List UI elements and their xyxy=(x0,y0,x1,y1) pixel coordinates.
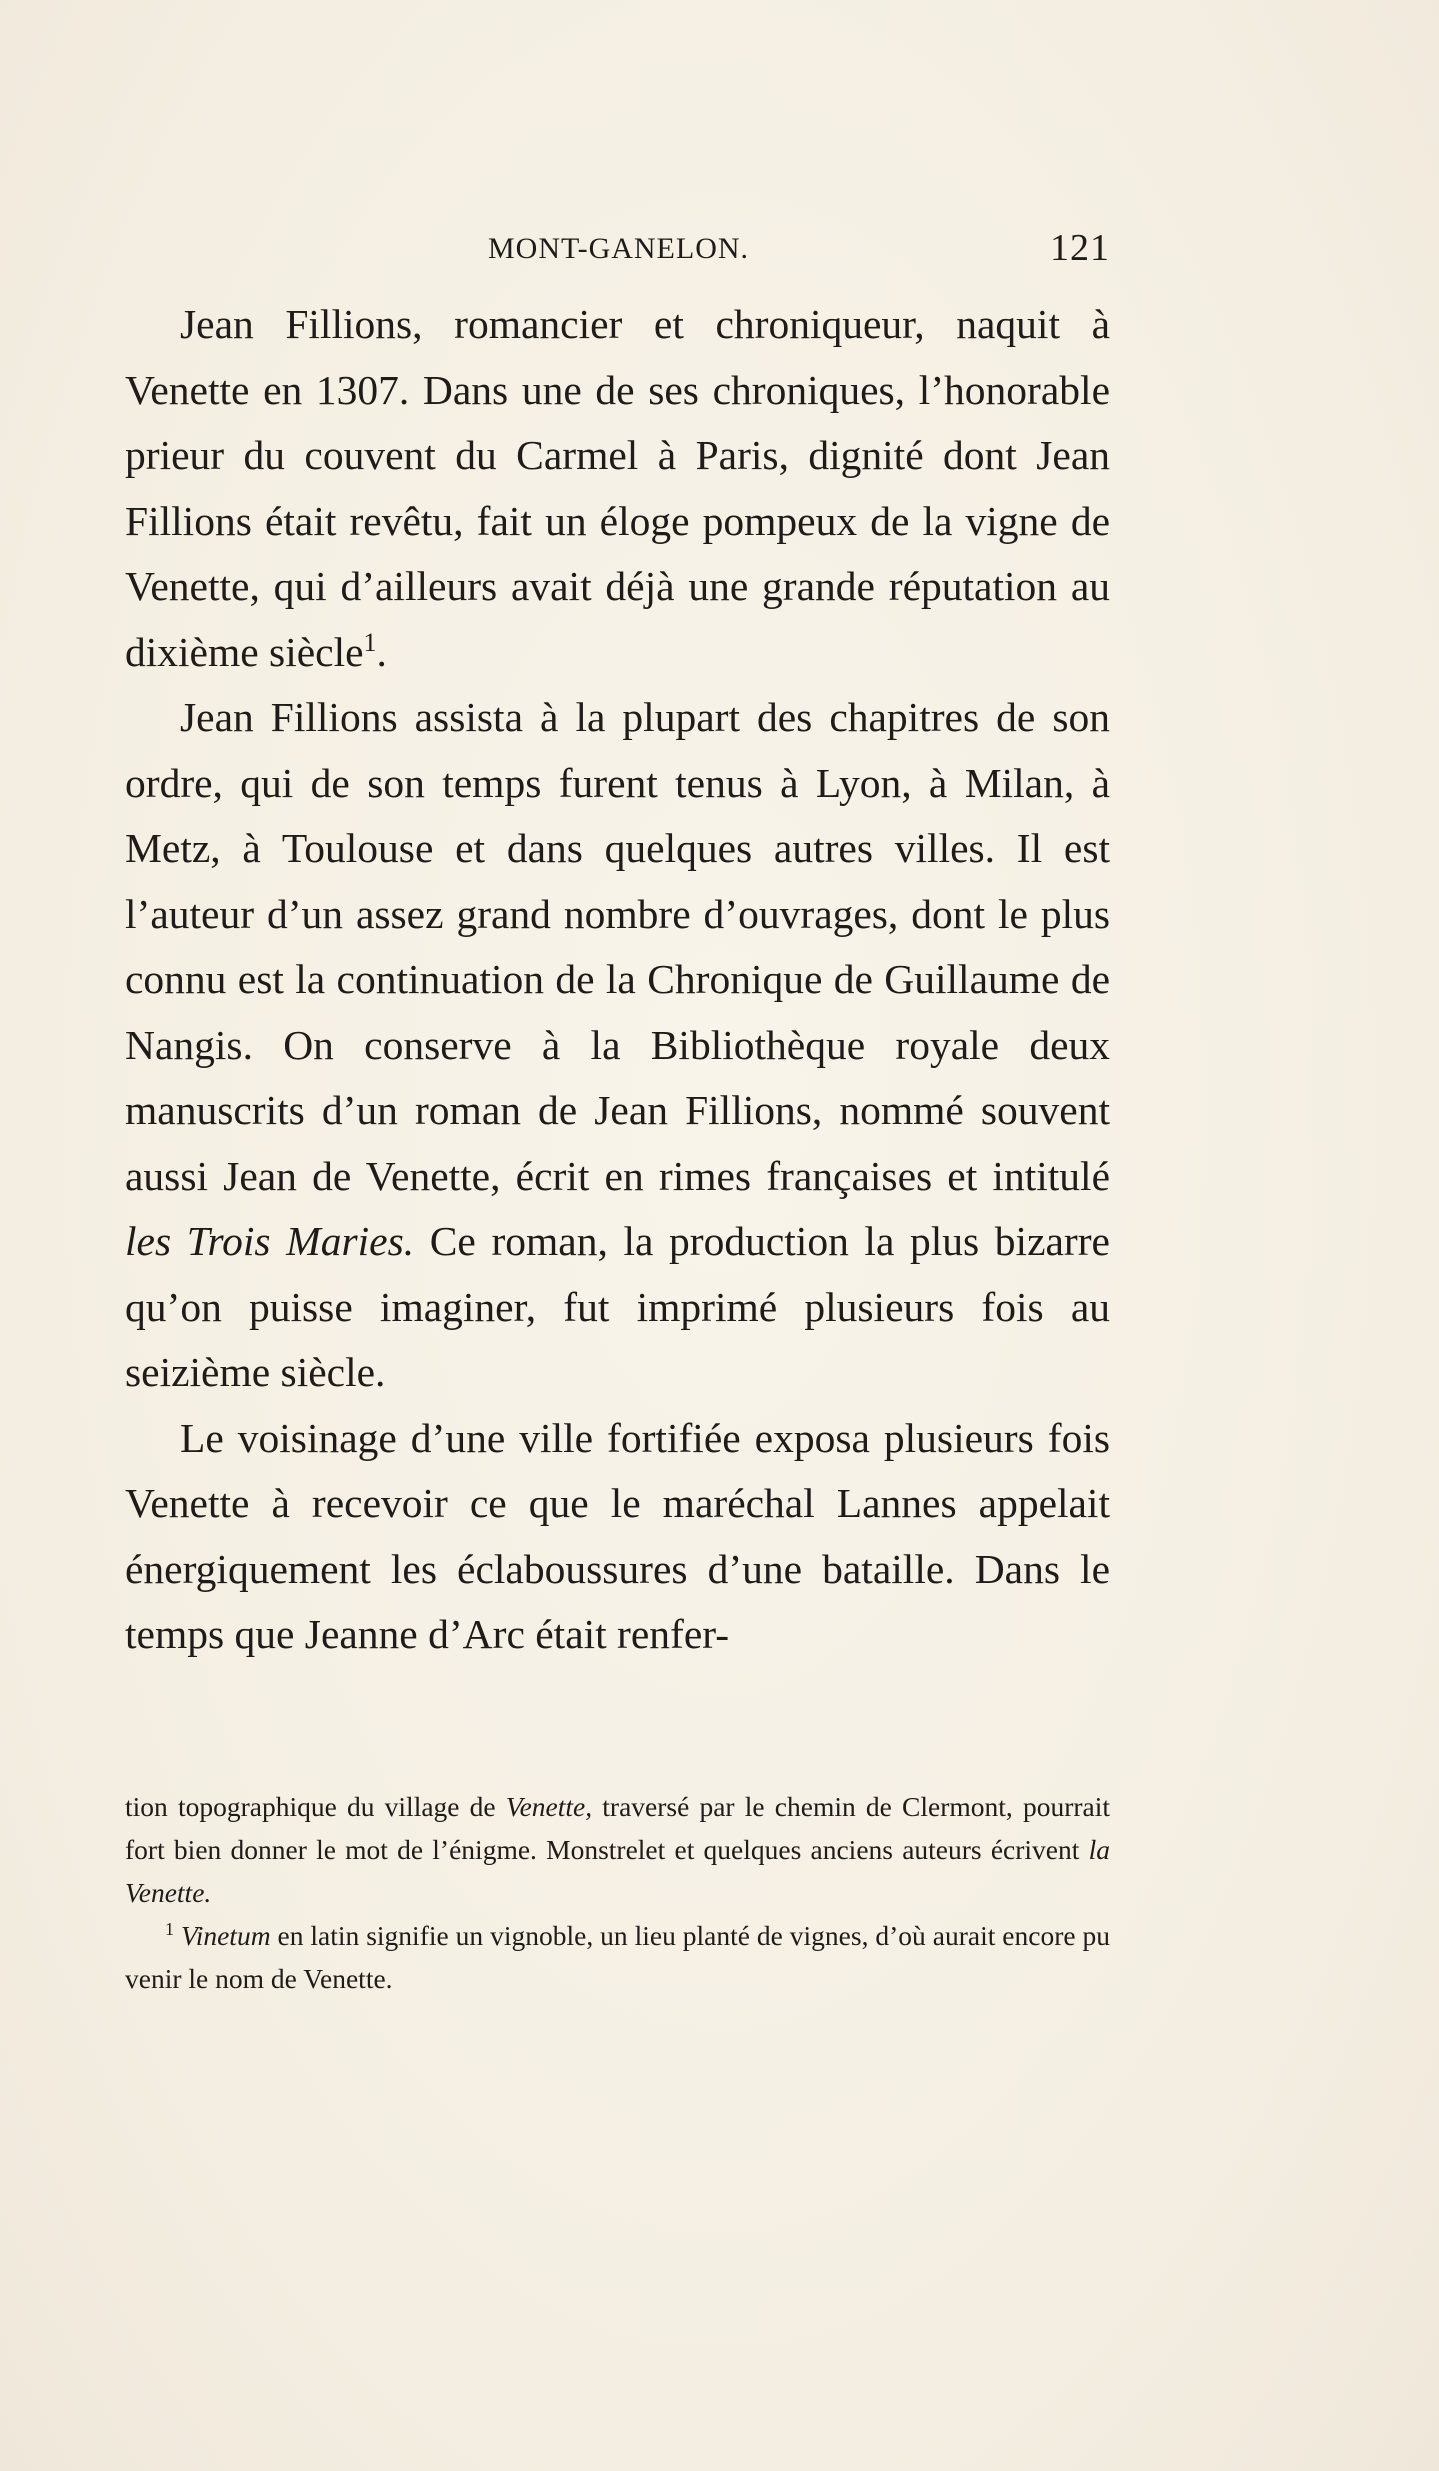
paragraph-3-text: Le voisinage d’une ville fortifiée exposa plusieurs fois Venette à recevoir ce que le maréchal Lannes appelait énergiquement les éclaboussures d’une bataille. Dans le temps que Jeanne d’Arc était renfer- xyxy=(125,1414,1110,1657)
footnote-continued-text-b: traversé par le chemin de Clermont, pourrait fort bien donner le mot de l’énigme. Monstrelet et quelques anciens auteurs écrivent xyxy=(125,1791,1111,1865)
footnote-continued-italic-b: la Venette. xyxy=(125,1834,1110,1908)
body-text xyxy=(125,292,1110,1668)
footnotes xyxy=(125,1785,1110,2000)
footnote-continued-italic-a: Venette, xyxy=(505,1791,593,1822)
paragraph-2 xyxy=(125,685,1110,1406)
footnote-1-text: en latin signifie un vignoble, un lieu planté de vignes, d’où aurait encore pu venir le nom de Venette. xyxy=(125,1920,1111,1994)
running-title: MONT-GANELON. xyxy=(488,232,750,265)
paragraph-1-text: Jean Fillions, romancier et chroniqueur, naquit à Venette en 1307. Dans une de ses chroniques, l’honorable prieur du couvent du Carmel à Paris, dignité dont Jean Fillions était revêtu, fait un éloge pompeux de la vigne de Venette, qui d’ailleurs avait déjà une grande réputation au dixième siècle xyxy=(125,301,1110,675)
running-head xyxy=(125,226,1110,276)
footnote-reference: 1 xyxy=(363,627,377,657)
paragraph-2-text-b: Ce roman, la production la plus bizarre qu’on puisse imaginer, fut imprimé plusieurs fois au seizième siècle. xyxy=(125,1218,1110,1395)
paragraph-3 xyxy=(125,1406,1110,1668)
footnote-continued xyxy=(125,1785,1110,1914)
footnote-1-mark: 1 xyxy=(165,1918,174,1939)
book-title-italic: les Trois Maries. xyxy=(125,1218,415,1264)
page-number: 121 xyxy=(1050,227,1110,269)
footnote-1 xyxy=(125,1914,1110,2000)
paragraph-1 xyxy=(125,292,1110,685)
paragraph-1-end: . xyxy=(376,628,387,675)
paragraph-2-text-a: Jean Fillions assista à la plupart des chapitres de son ordre, qui de son temps furent tenus à Lyon, à Milan, à Metz, à Toulouse et dans quelques autres villes. Il est l’auteur d’un assez grand nombre d’ouvrages, dont le plus connu est la continuation de la Chronique de Guillaume de Nangis. On conserve à la Bibliothèque royale deux manuscrits d’un roman de Jean Fillions, nommé souvent aussi Jean de Venette, écrit en rimes françaises et intitulé xyxy=(125,694,1110,1199)
footnote-1-italic: Vinetum xyxy=(180,1920,271,1951)
footnote-continued-text-a: tion topographique du village de xyxy=(125,1791,506,1822)
